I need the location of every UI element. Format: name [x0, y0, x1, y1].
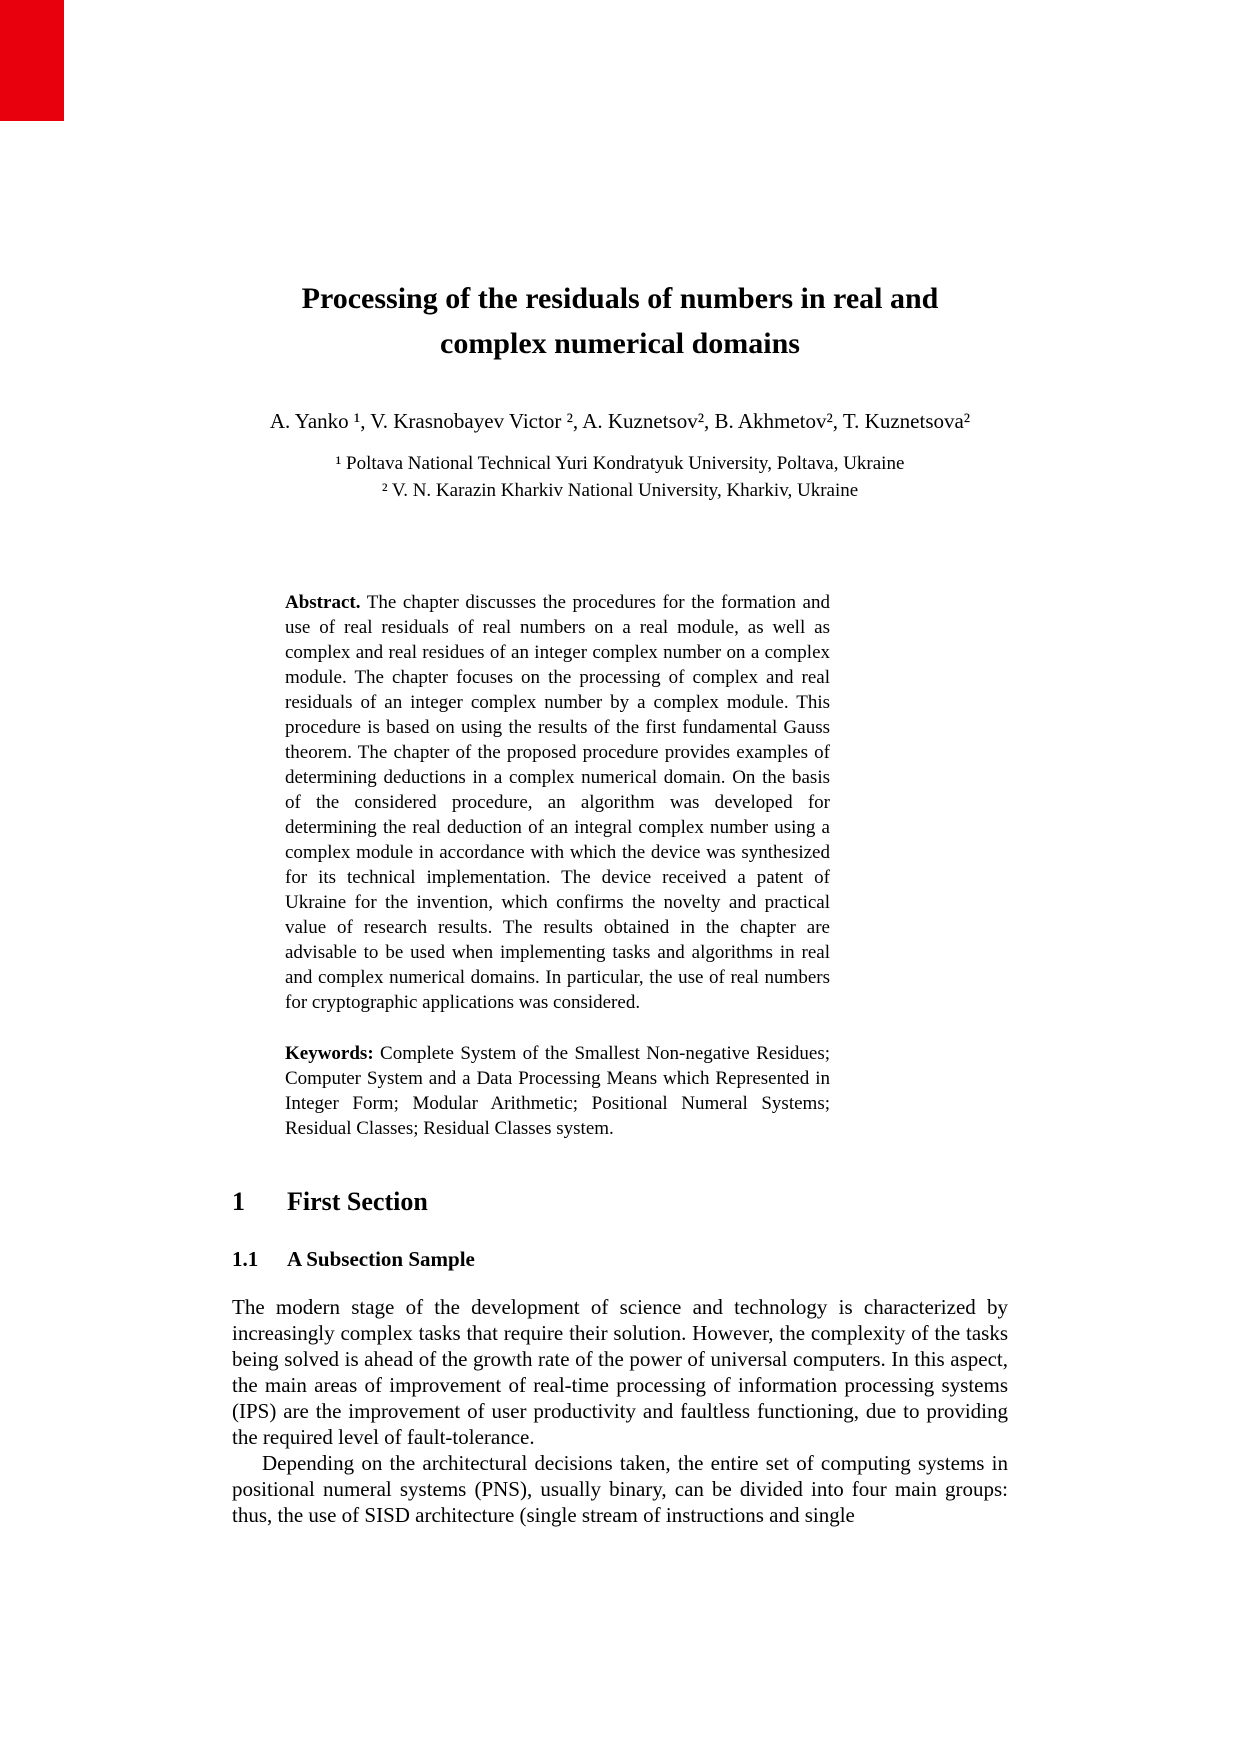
abstract-label: Abstract.: [285, 592, 361, 613]
keywords-block: [285, 1041, 830, 1141]
subsection-1-1-number: 1.1: [232, 1247, 259, 1271]
paragraph-1: The modern stage of the development of science and technology is characterized by increasingly complex tasks that require their solution. However, the complexity of the tasks being solved is ahead of the growth rate of the power of universal computers. In this aspect, the main areas of improvement of real-time processing of information processing systems (IPS) are the improvement of user productivity and faultless functioning, due to providing the required level of fault-tolerance.: [232, 1295, 1008, 1449]
section-1-title: First Section: [287, 1187, 428, 1216]
red-corner-marker: [0, 0, 64, 121]
section-1-number: 1: [232, 1187, 245, 1216]
affiliations: [0, 450, 1240, 504]
affiliation-2: ² V. N. Karazin Kharkiv National University, Kharkiv, Ukraine: [381, 480, 859, 501]
subsection-1-1-heading: [232, 1247, 1008, 1272]
paragraph-2: Depending on the architectural decisions taken, the entire set of computing systems in positional numeral systems (PNS), usually binary, can be divided into four main groups: thus, the use of SISD architecture (single stream of instructions and single: [232, 1451, 1008, 1527]
keywords-text: Complete System of the Smallest Non-negative Residues; Computer System and a Data Processing Means which Represented in Integer Form; Modular Arithmetic; Positional Numeral Systems; Residual Classes; Residual Classes system.: [285, 1043, 830, 1139]
paper-title: [0, 0, 1240, 366]
keywords-label: Keywords:: [285, 1043, 374, 1064]
section-1-heading: [232, 1187, 1008, 1217]
paper-title-line-1: Processing of the residuals of numbers in real and: [301, 282, 939, 315]
abstract-block: [285, 590, 830, 1015]
affiliation-1: ¹ Poltava National Technical Yuri Kondratyuk University, Poltava, Ukraine: [335, 453, 905, 474]
abstract-text: The chapter discusses the procedures for the formation and use of real residuals of real numbers on a real module, as well as complex and real residues of an integer complex number on a complex module. The chapter focuses on the processing of complex and real residuals of an integer complex number by a complex module. This procedure is based on using the results of the first fundamental Gauss theorem. The chapter of the proposed procedure provides examples of determining deductions in a complex numerical domain. On the basis of the considered procedure, an algorithm was developed for determining the real deduction of an integral complex number using a complex module in accordance with which the device was synthesized for its technical implementation. The device received a patent of Ukraine for the invention, which confirms the novelty and practical value of research results. The results obtained in the chapter are advisable to be used when implementing tasks and algorithms in real and complex numerical domains. In particular, the use of real numbers for cryptographic applications was considered.: [285, 592, 830, 1013]
authors-line: A. Yanko ¹, V. Krasnobayev Victor ², A. Kuznetsov², B. Akhmetov², T. Kuznetsova²: [269, 409, 971, 433]
body-text: [232, 1294, 1008, 1528]
subsection-1-1-title: A Subsection Sample: [287, 1247, 475, 1271]
paper-title-line-2: complex numerical domains: [440, 327, 800, 360]
